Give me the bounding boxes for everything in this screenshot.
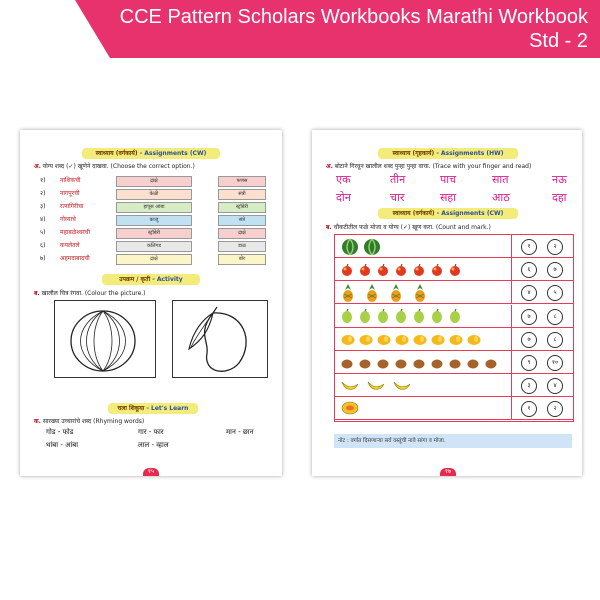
fruit-row [335, 351, 573, 374]
header-text-mr: उपक्रम / कृती [119, 276, 151, 283]
question-text-en: (Rhyming words) [93, 418, 145, 425]
number-word: आठ [492, 191, 510, 204]
rhyme-pair: गार - फार [138, 428, 164, 436]
mango-icon [449, 331, 463, 350]
question-b [34, 289, 146, 297]
header-text-en: - Let's Learn [146, 405, 189, 412]
question-c [34, 417, 144, 425]
fruit-row [335, 397, 573, 420]
option-box[interactable]: केळी [116, 189, 192, 200]
answer-option[interactable]: ७ [547, 262, 563, 278]
column-divider [511, 351, 512, 373]
guava-icon [431, 308, 443, 327]
header-text-mr: स्वाध्याय (गृहकार्य) [392, 150, 435, 157]
right-workbook-page [312, 130, 582, 476]
header-text-en: - Assignments (CW) [436, 210, 504, 217]
chikoo-icon [341, 354, 353, 373]
guava-icon [395, 308, 407, 327]
answer-option[interactable]: ७ [521, 332, 537, 348]
chikoo-icon [377, 354, 389, 373]
chikoo-icon [431, 354, 443, 373]
column-divider [511, 258, 512, 280]
question-text-en: (Colour the picture.) [84, 290, 146, 297]
question-text-mr: योग्य शब्द (✓) खूणेने दाखवा. [42, 163, 109, 170]
banana-icon [341, 377, 359, 396]
guava-icon [341, 308, 353, 327]
answer-option[interactable]: ६ [521, 262, 537, 278]
section-header-assignments-hw [378, 148, 518, 159]
question-a [34, 162, 195, 170]
page-number: १७ [440, 468, 456, 476]
guava-icon [449, 308, 461, 327]
answer-option[interactable]: ९ [521, 355, 537, 371]
apple-icon [377, 261, 389, 280]
question-a [326, 162, 531, 170]
watermelon-picture [54, 300, 156, 378]
header-text-mr: स्वाध्याय (वर्गकार्य) [392, 210, 435, 217]
row-word: कपलेतले [60, 242, 80, 249]
pineapple-icon [341, 284, 355, 306]
row-number: ६) [40, 242, 46, 249]
answer-option[interactable]: ३ [521, 378, 537, 394]
row-word: अहमदाबादची [60, 255, 90, 262]
option-box[interactable]: संत्री [218, 189, 266, 200]
answer-option[interactable]: १ [521, 401, 537, 417]
rhyme-pair: गोड - फोड [46, 428, 74, 436]
fruit-row [335, 328, 573, 351]
header-text-mr: स्वाध्याय (वर्गकार्य) [95, 150, 138, 157]
fruit-row [335, 281, 573, 304]
number-word: पाच [440, 173, 457, 186]
question-text-mr: खालील चित्र रंगवा. [41, 290, 83, 297]
answer-option[interactable]: १ [521, 239, 537, 255]
header-text-en: - Assignments (CW) [139, 150, 207, 157]
apple-icon [431, 261, 443, 280]
chikoo-icon [413, 354, 425, 373]
row-number: ७) [40, 255, 46, 262]
header-text-mr: चला शिकूया [117, 405, 145, 412]
banner-title: CCE Pattern Scholars Workbooks Marathi Workbook [119, 6, 588, 28]
question-label: अ. [34, 163, 41, 170]
mango-icon [431, 331, 445, 350]
row-number: २) [40, 190, 46, 197]
chikoo-icon [395, 354, 407, 373]
question-text-mr: सारख्या उच्चारांचे शब्द [42, 418, 92, 425]
left-workbook-page [20, 130, 282, 476]
row-number: ५) [40, 229, 46, 236]
column-divider [511, 281, 512, 303]
number-word: दहा [552, 191, 567, 204]
column-divider [511, 235, 512, 257]
chikoo-icon [467, 354, 479, 373]
number-word: सात [492, 173, 509, 186]
row-number: ३) [40, 203, 46, 210]
header-text-en: - Assignments (HW) [436, 150, 504, 157]
row-word: नाशिकची [60, 177, 81, 184]
mango-outline-icon [173, 301, 267, 377]
section-header-assignments-cw [82, 148, 220, 159]
apple-icon [395, 261, 407, 280]
question-text-en: (Count and mark.) [435, 224, 491, 231]
fruit-row [335, 258, 573, 281]
answer-option[interactable]: ७ [521, 309, 537, 325]
question-label: ब. [34, 290, 40, 297]
question-label: ब. [326, 224, 332, 231]
page-number: १५ [143, 468, 159, 476]
answer-option[interactable]: ५ [547, 285, 563, 301]
answer-option[interactable]: २ [547, 239, 563, 255]
row-word: महाबळेश्वरची [60, 229, 91, 236]
number-word: एक [336, 173, 351, 186]
fruit-row [335, 235, 573, 258]
answer-option[interactable]: १० [547, 355, 563, 371]
chikoo-icon [485, 354, 497, 373]
answer-option[interactable]: २ [547, 401, 563, 417]
question-text-mr: बोटाने गिरवून खालील शब्द पुन्हा पुन्हा वाचा. [334, 163, 431, 170]
fruit-count-grid [334, 234, 574, 422]
apple-icon [359, 261, 371, 280]
fruit-row [335, 374, 573, 397]
pineapple-icon [413, 284, 427, 306]
question-label: क. [34, 418, 41, 425]
row-number: १) [40, 177, 46, 184]
answer-option[interactable]: ४ [521, 285, 537, 301]
watermelon-icon [341, 238, 359, 260]
guava-icon [359, 308, 371, 327]
mango-icon [467, 331, 481, 350]
chikoo-icon [359, 354, 371, 373]
teacher-note: नोट : वर्गात दिसणाऱ्या सर्व वस्तूंची नावे सांगा व मोजा. [334, 434, 572, 448]
option-box[interactable]: हापूस आंबा [116, 202, 192, 213]
title-banner [0, 0, 600, 58]
row-word: नागपूरची [60, 190, 80, 197]
rhyme-pair: मान - छान [226, 428, 254, 436]
column-divider [511, 305, 512, 327]
option-box[interactable]: संत्रे [218, 215, 266, 226]
row-word: गोव्याचे [60, 216, 76, 223]
question-b [326, 223, 491, 231]
mango-icon [395, 331, 409, 350]
option-box[interactable]: द्राक्षे [116, 254, 192, 265]
option-box[interactable]: काजू [116, 215, 192, 226]
papaya-icon [341, 400, 359, 419]
banana-icon [367, 377, 385, 396]
chikoo-icon [449, 354, 461, 373]
mango-icon [359, 331, 373, 350]
column-divider [511, 328, 512, 350]
option-box[interactable]: कलिंगड [116, 241, 192, 252]
rhyme-pair: थांबा - आंबा [46, 441, 79, 449]
question-text-en: (Trace with your finger and read) [432, 163, 532, 170]
guava-icon [413, 308, 425, 327]
header-text-en: - Activity [152, 276, 183, 283]
answer-option[interactable]: ४ [547, 378, 563, 394]
mango-icon [377, 331, 391, 350]
option-box[interactable]: स्ट्रॉबेरी [218, 202, 266, 213]
option-box[interactable]: फणस [218, 176, 266, 187]
number-word: तीन [390, 173, 406, 186]
section-header-activity [102, 274, 200, 285]
watermelon-icon [363, 238, 381, 260]
option-box[interactable]: स्ट्रॉबेरी [116, 228, 192, 239]
watermelon-outline-icon [55, 301, 155, 377]
guava-icon [377, 308, 389, 327]
section-header-lets-learn [108, 403, 198, 414]
option-box[interactable]: डाळ [218, 241, 266, 252]
apple-icon [341, 261, 353, 280]
pineapple-icon [365, 284, 379, 306]
row-number: ४) [40, 216, 46, 223]
mango-icon [341, 331, 355, 350]
number-word: सहा [440, 191, 457, 204]
banana-icon [393, 377, 411, 396]
number-word: दोन [336, 191, 351, 204]
answer-option[interactable]: ८ [547, 332, 563, 348]
section-header-assignments-cw [378, 208, 518, 219]
apple-icon [413, 261, 425, 280]
rhyme-pair: लाल - व्हाल [138, 441, 169, 449]
option-box[interactable]: बोर [218, 254, 266, 265]
apple-icon [449, 261, 461, 280]
question-label: अ. [326, 163, 333, 170]
question-text-en: (Choose the correct option.) [110, 163, 195, 170]
banner-subtitle: Std - 2 [529, 30, 588, 52]
pineapple-icon [389, 284, 403, 306]
column-divider [511, 374, 512, 396]
answer-option[interactable]: ८ [547, 309, 563, 325]
number-word: नऊ [552, 173, 567, 186]
question-text-mr: चौकटीतील फळे मोजा व योग्य (✓) खूण करा. [333, 224, 434, 231]
option-box[interactable]: द्राक्षे [218, 228, 266, 239]
mango-icon [413, 331, 427, 350]
column-divider [511, 397, 512, 419]
mango-picture [172, 300, 268, 378]
number-word: चार [390, 191, 405, 204]
fruit-row [335, 305, 573, 328]
option-box[interactable]: द्राक्षे [116, 176, 192, 187]
row-word: रत्नागिरीचा [60, 203, 84, 210]
